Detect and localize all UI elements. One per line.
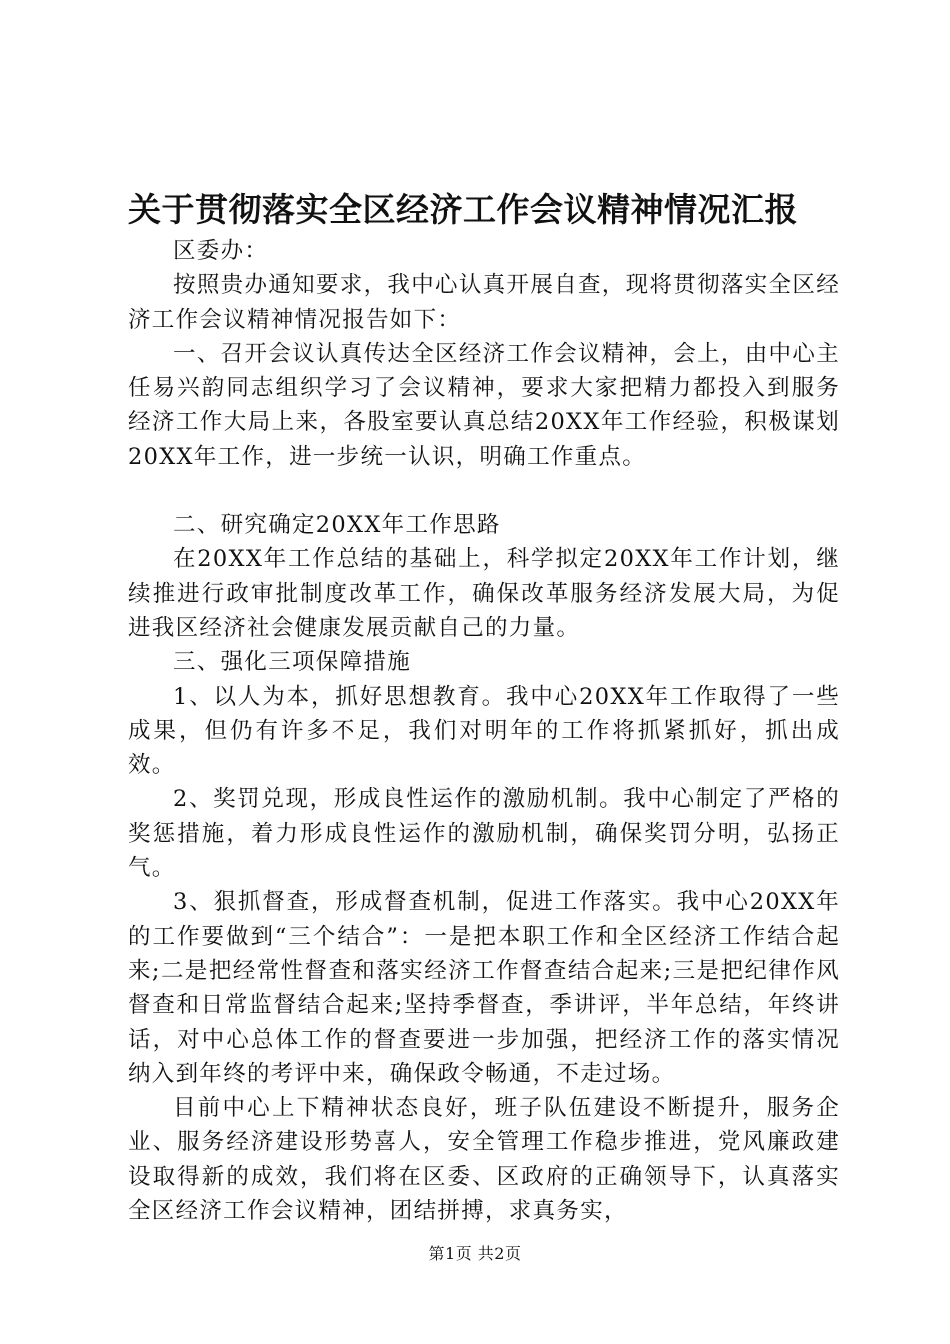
- page-number-footer: 第1页 共2页: [428, 1244, 522, 1263]
- body-paragraph-conclusion: 目前中心上下精神状态良好，班子队伍建设不断提升，服务企业、服务经济建设形势喜人，安全管理工作稳步推进，党风廉政建设取得新的成效，我们将在区委、区政府的正确领导下，认真落实全区经济工作会议精神，团结拼搏，求真务实，: [128, 1095, 840, 1225]
- salutation: 区委办：: [173, 238, 269, 264]
- body-paragraph-section-1: 一、召开会议认真传达全区经济工作会议精神，会上，由中心主任易兴韵同志组织学习了会议精神，要求大家把精力都投入到服务经济工作大局上来，各股室要认真总结20XX年工作经验，积极谋划20XX年工作，进一步统一认识，明确工作重点。: [128, 340, 840, 470]
- document-title: 关于贯彻落实全区经济工作会议精神情况汇报: [128, 190, 798, 229]
- section-heading-2: 二、研究确定20XX年工作思路: [173, 512, 501, 539]
- body-paragraph-section-2: 在20XX年工作总结的基础上，科学拟定20XX年工作计划，继续推进行政审批制度改革工作，确保改革服务经济发展大局，为促进我区经济社会健康发展贡献自己的力量。: [128, 546, 840, 641]
- measure-item-2: 2、奖罚兑现，形成良性运作的激励机制。我中心制定了严格的奖惩措施，着力形成良性运作的激励机制，确保奖罚分明，弘扬正气。: [128, 786, 840, 882]
- body-paragraph-intro: 按照贵办通知要求，我中心认真开展自查，现将贯彻落实全区经济工作会议精神情况报告如下：: [128, 272, 840, 333]
- measure-item-1: 1、以人为本，抓好思想教育。我中心20XX年工作取得了一些成果，但仍有许多不足，我们对明年的工作将抓紧抓好，抓出成效。: [128, 683, 840, 779]
- measure-item-3: 3、狠抓督查，形成督查机制，促进工作落实。我中心20XX年的工作要做到“三个结合”：一是把本职工作和全区经济工作结合起来;二是把经常性督查和落实经济工作督查结合起来;三是把纪律作风督查和日常监督结合起来;坚持季督查，季讲评，半年总结，年终讲话，对中心总体工作的督查要进一步加强，把经济工作的落实情况纳入到年终的考评中来，确保政令畅通，不走过场。: [128, 889, 840, 1087]
- document-body: [128, 234, 840, 1228]
- section-heading-3: 三、强化三项保障措施: [173, 649, 412, 676]
